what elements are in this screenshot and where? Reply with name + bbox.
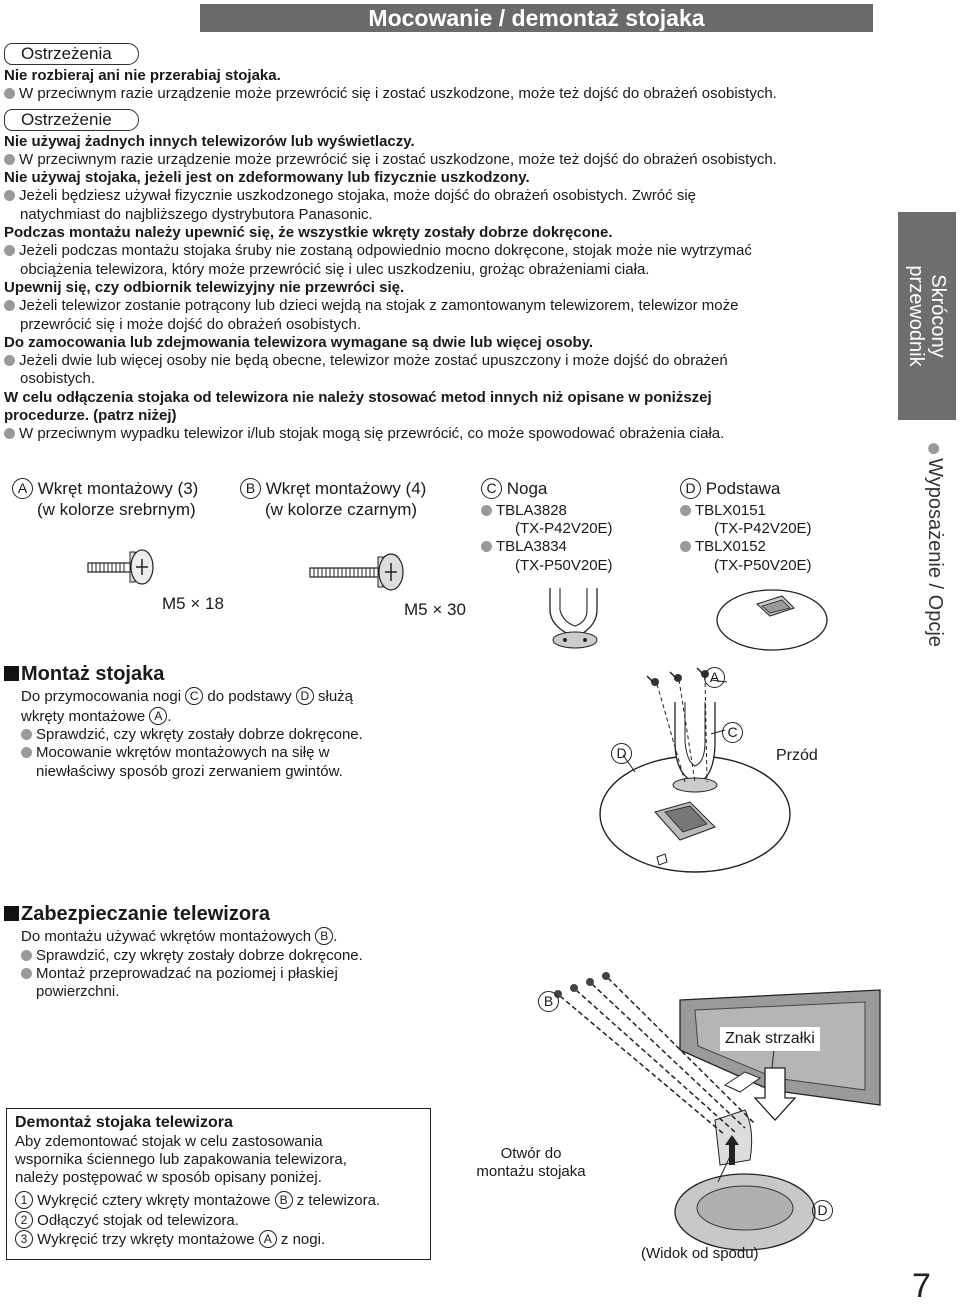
montaz-section: Montaż stojaka Do przymocowania nogi C do podstawy D służą wkręty montażowe A . Sprawdzić, czy wkręty zostały dobrze dokręcone. Mocowanie wkrętów montażowych na siłę w niewłaściwy sposób grozi zerwaniem gwintów. bbox=[4, 662, 474, 781]
warnings-section bbox=[4, 43, 884, 444]
bullet-icon bbox=[680, 505, 691, 516]
bullet-icon bbox=[4, 355, 15, 366]
fig-label-front: Przód bbox=[776, 747, 818, 764]
assembly-diagram bbox=[595, 662, 855, 892]
square-bullet-icon bbox=[4, 666, 19, 681]
fig-label-d: D bbox=[611, 743, 632, 764]
bullet-icon bbox=[21, 968, 32, 979]
warning-heading: Do zamocowania lub zdejmowania telewizora wymagane są dwie lub więcej osoby. bbox=[4, 333, 594, 351]
warning-text: Jeżeli podczas montażu stojaka śruby nie zostaną odpowiednio mocno dokręcone, stojak może nie wytrzymać bbox=[4, 242, 884, 260]
warning-text: obciążenia telewizora, który może przewrócić się i ulec uszkodzeniu, grożąc obrażeniami ciała. bbox=[20, 260, 650, 278]
fig-label-d2: D bbox=[812, 1200, 833, 1221]
part-ref-a: A bbox=[149, 707, 167, 725]
fig-label-a: A bbox=[704, 667, 725, 688]
base-d-illustration bbox=[712, 578, 832, 658]
part-letter: C bbox=[481, 478, 502, 499]
screw-b-illustration bbox=[300, 545, 410, 595]
bullet-icon bbox=[4, 88, 15, 99]
part-ref-d: D bbox=[296, 687, 314, 705]
warning-heading: Nie rozbieraj ani nie przerabiaj stojaka. bbox=[4, 67, 281, 84]
warning-label: Ostrzeżenia bbox=[4, 43, 139, 65]
part-b: B Wkręt montażowy (4) (w kolorze czarnym) bbox=[240, 478, 426, 520]
warning-text: przewrócić się i może dojść do obrażeń osobistych. bbox=[20, 315, 361, 333]
part-letter: A bbox=[12, 478, 33, 499]
part-ref-a: A bbox=[259, 1230, 277, 1248]
bullet-icon bbox=[21, 747, 32, 758]
screw-a-illustration bbox=[80, 540, 160, 590]
step-number: 2 bbox=[15, 1211, 33, 1229]
warning-text: Jeżeli telewizor zostanie potrącony lub dzieci wejdą na stojak z zamontowanym telewizorem, telewizor może bbox=[4, 297, 884, 315]
part-ref-b: B bbox=[275, 1191, 293, 1209]
warning-text: W przeciwnym razie urządzenie może przewrócić się i zostać uszkodzone, może też dojść do obrażeń osobistych. bbox=[4, 85, 884, 103]
part-a-size: M5 × 18 bbox=[162, 594, 224, 613]
bullet-icon bbox=[4, 300, 15, 311]
bullet-icon bbox=[4, 245, 15, 256]
fig-label-b: B bbox=[538, 991, 559, 1012]
step-number: 1 bbox=[15, 1191, 33, 1209]
section-heading: Montaż stojaka bbox=[4, 662, 474, 686]
fig-label-c: C bbox=[722, 722, 743, 743]
side-tab-accessories[interactable]: Wyposażenie / Opcje bbox=[920, 430, 950, 660]
bullet-icon bbox=[4, 190, 15, 201]
bottom-view-label: (Widok od spodu) bbox=[641, 1245, 759, 1262]
warning-text: W przeciwnym wypadku telewizor i/lub stojak mogą się przewrócić, co może spowodować obrażenia ciała. bbox=[4, 425, 884, 443]
warning-text: Jeżeli będziesz używał fizycznie uszkodzonego stojaka, może dojść do obrażeń osobistych. Zwróć się bbox=[4, 187, 884, 205]
side-tab-quick-guide[interactable]: Skrócony przewodnik bbox=[898, 212, 956, 420]
part-b-size: M5 × 30 bbox=[404, 600, 466, 619]
part-a: A Wkręt montażowy (3) (w kolorze srebrnym) bbox=[12, 478, 198, 520]
bullet-icon bbox=[21, 729, 32, 740]
warning-label: Ostrzeżenie bbox=[4, 109, 139, 131]
tv-mounting-diagram bbox=[520, 960, 890, 1260]
part-ref-c: C bbox=[185, 687, 203, 705]
arrow-mark-label: Znak strzałki bbox=[720, 1027, 820, 1051]
demontaz-box: Demontaż stojaka telewizora Aby zdemontować stojak w celu zastosowania wspornika ściennego lub zapakowania telewizora, należy postępować w sposób opisany poniżej. 1 Wykręcić cztery wkręty montażowe B z telewizora. 2 Odłączyć stojak od telewizora. 3 Wykręcić trzy wkręty montażowe A z nogi. bbox=[6, 1108, 431, 1260]
bullet-icon bbox=[680, 541, 691, 552]
bullet-icon bbox=[4, 428, 15, 439]
bullet-icon bbox=[21, 950, 32, 961]
warning-heading: procedurze. (patrz niżej) bbox=[4, 407, 177, 425]
warning-heading: Nie używaj stojaka, jeżeli jest on zdeformowany lub fizycznie uszkodzony. bbox=[4, 169, 530, 187]
warning-heading: W celu odłączenia stojaka od telewizora nie należy stosować metod innych niż opisane w poniższej bbox=[4, 388, 712, 406]
bullet-icon bbox=[481, 541, 492, 552]
section-heading: Zabezpieczanie telewizora bbox=[4, 902, 474, 926]
zabezp-section: Zabezpieczanie telewizora Do montażu używać wkrętów montażowych B . Sprawdzić, czy wkręty zostały dobrze dokręcone. Montaż przeprowadzać na poziomej i płaskiej powierzchni. bbox=[4, 902, 474, 1002]
bullet-icon bbox=[4, 154, 15, 165]
part-letter: D bbox=[680, 478, 701, 499]
part-ref-b: B bbox=[315, 927, 333, 945]
warning-text: W przeciwnym razie urządzenie może przewrócić się i zostać uszkodzone, może też dojść do obrażeń osobistych. bbox=[4, 151, 884, 169]
page-title: Mocowanie / demontaż stojaka bbox=[200, 4, 873, 32]
part-d: D Podstawa TBLX0151 (TX-P42V20E) TBLX0152 (TX-P50V20E) bbox=[680, 478, 812, 575]
square-bullet-icon bbox=[4, 906, 19, 921]
page-number: 7 bbox=[912, 1267, 931, 1305]
warning-text: natychmiast do najbliższego dystrybutora Panasonic. bbox=[20, 205, 373, 223]
warning-text: Jeżeli dwie lub więcej osoby nie będą obecne, telewizor może zostać upuszczony i może dojść do obrażeń bbox=[4, 352, 884, 370]
warning-text: osobistych. bbox=[20, 370, 96, 388]
warning-heading: Upewnij się, czy odbiornik telewizyjny nie przewróci się. bbox=[4, 278, 405, 296]
warning-heading: Podczas montażu należy upewnić się, że wszystkie wkręty zostały dobrze dokręcone. bbox=[4, 224, 613, 242]
warning-heading: Nie używaj żadnych innych telewizorów lub wyświetlaczy. bbox=[4, 132, 415, 150]
box-title: Demontaż stojaka telewizora bbox=[15, 1114, 233, 1131]
step-number: 3 bbox=[15, 1230, 33, 1248]
neck-c-illustration bbox=[535, 580, 615, 655]
part-c: C Noga TBLA3828 (TX-P42V20E) TBLA3834 (TX-P50V20E) bbox=[481, 478, 613, 575]
part-letter: B bbox=[240, 478, 261, 499]
bullet-icon bbox=[481, 505, 492, 516]
stand-hole-label: Otwór do montażu stojaka bbox=[476, 1145, 586, 1181]
bullet-icon bbox=[928, 443, 939, 454]
